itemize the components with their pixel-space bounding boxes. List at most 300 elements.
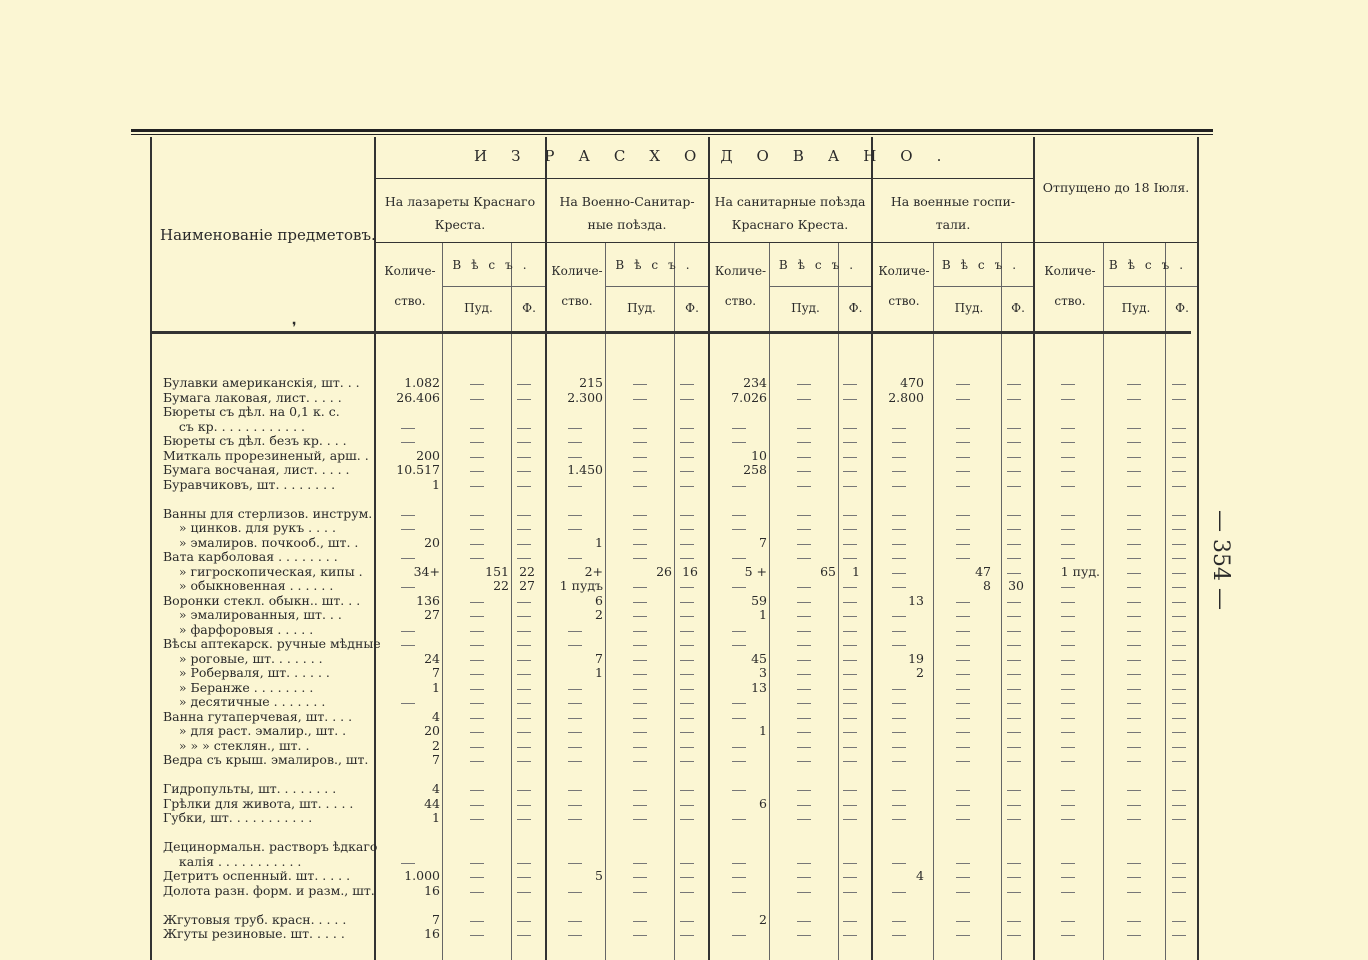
empty-dash [1172,587,1186,588]
empty-dash [732,863,746,864]
empty-dash [568,935,582,936]
cell-value: 13 [751,679,767,695]
table-row [0,913,1368,928]
empty-dash [1007,863,1021,864]
cell-value: 234 [743,375,767,390]
weight-subheader-rule [605,286,708,287]
empty-dash [1172,761,1186,762]
empty-dash [1061,718,1075,719]
empty-dash [470,616,484,617]
cell-value: 1 [759,723,767,738]
empty-dash [680,703,694,704]
empty-dash [633,732,647,733]
empty-dash [470,471,484,472]
empty-dash [1061,805,1075,806]
empty-dash [633,428,647,429]
empty-dash [1061,384,1075,385]
empty-dash [1007,819,1021,820]
ink-mark: ❜ [292,320,297,336]
empty-dash [633,457,647,458]
empty-dash [956,602,970,603]
table-row [0,826,1368,841]
empty-dash [568,718,582,719]
empty-dash [470,442,484,443]
cell-value: 2 [432,737,440,753]
empty-dash [517,529,531,530]
empty-dash [1061,819,1075,820]
empty-dash [892,544,906,545]
empty-dash [1061,587,1075,588]
empty-dash [633,616,647,617]
empty-dash [1172,529,1186,530]
item-name: Буравчиковъ, шт. . . . . . . . [163,476,336,492]
empty-dash [1127,486,1141,487]
empty-dash [633,790,647,791]
pud-header: Пуд. [1121,301,1151,315]
empty-dash [1127,399,1141,400]
empty-dash [892,515,906,516]
empty-dash [843,631,857,632]
empty-dash [1007,761,1021,762]
empty-dash [1127,544,1141,545]
empty-dash [680,616,694,617]
empty-dash [892,558,906,559]
cell-value: 8 [983,578,991,593]
empty-dash [1127,718,1141,719]
empty-dash [568,645,582,646]
empty-dash [680,544,694,545]
empty-dash [633,921,647,922]
empty-dash [633,399,647,400]
table-row [0,391,1368,406]
empty-dash [956,935,970,936]
empty-dash [843,790,857,791]
empty-dash [892,863,906,864]
empty-dash [732,486,746,487]
table-row [0,623,1368,638]
cell-value: 2.800 [888,389,924,405]
f-header: Ф. [1011,301,1025,315]
cell-value: 1 [595,534,603,550]
empty-dash [843,718,857,719]
empty-dash [633,805,647,806]
empty-dash [843,921,857,922]
cell-value: 151 [485,563,509,579]
empty-dash [892,457,906,458]
empty-dash [568,703,582,704]
empty-dash [732,515,746,516]
cell-value: 1 [432,679,440,695]
empty-dash [680,892,694,893]
quantity-header: ство. [1054,294,1086,308]
empty-dash [517,384,531,385]
empty-dash [1172,790,1186,791]
table-row [0,739,1368,754]
empty-dash [843,515,857,516]
empty-dash [732,747,746,748]
quantity-header: ство. [394,294,426,308]
empty-dash [680,935,694,936]
empty-dash [797,515,811,516]
cell-value: 2.300 [567,389,603,405]
empty-dash [956,645,970,646]
group-header-line: тали. [935,217,971,232]
empty-dash [401,703,415,704]
empty-dash [797,384,811,385]
empty-dash [732,892,746,893]
table-row [0,376,1368,391]
empty-dash [956,558,970,559]
empty-dash [1172,660,1186,661]
weight-header: Вѣсъ. [941,258,1027,272]
cell-value: 6 [595,592,603,608]
empty-dash [517,747,531,748]
empty-dash [470,703,484,704]
cell-value: 470 [900,375,924,390]
empty-dash [956,428,970,429]
empty-dash [680,761,694,762]
empty-dash [1127,631,1141,632]
item-name: Воронки стекл. обыкн.. шт. . . [163,592,361,608]
cell-value: 20 [424,723,440,738]
item-name: » » » стеклян., шт. . [163,737,310,753]
empty-dash [680,428,694,429]
quantity-header: Количе- [551,264,603,278]
empty-dash [470,863,484,864]
cell-value: 10 [751,447,767,463]
empty-dash [680,805,694,806]
empty-dash [1061,645,1075,646]
empty-dash [797,529,811,530]
empty-dash [633,544,647,545]
empty-dash [892,689,906,690]
empty-dash [633,703,647,704]
empty-dash [843,529,857,530]
table-row [0,478,1368,493]
cell-value: 16 [682,563,698,579]
empty-dash [1007,428,1021,429]
weight-header: Вѣсъ. [1108,258,1194,272]
header-rule [374,178,1033,179]
empty-dash [470,631,484,632]
table-row [0,594,1368,609]
empty-dash [680,819,694,820]
page-number: — 354 — [1208,510,1233,610]
empty-dash [401,428,415,429]
cell-value: 44 [424,795,440,811]
item-name: Ванна гутаперчевая, шт. . . . [163,708,353,724]
empty-dash [892,761,906,762]
f-header: Ф. [848,301,863,315]
empty-dash [1172,544,1186,545]
empty-dash [517,761,531,762]
empty-dash [732,428,746,429]
empty-dash [843,486,857,487]
empty-dash [1172,674,1186,675]
empty-dash [1127,616,1141,617]
empty-dash [517,558,531,559]
empty-dash [568,515,582,516]
empty-dash [680,921,694,922]
empty-dash [1007,935,1021,936]
pud-header: Пуд. [954,301,984,315]
empty-dash [1127,660,1141,661]
empty-dash [1172,558,1186,559]
empty-dash [470,529,484,530]
empty-dash [797,558,811,559]
empty-dash [956,892,970,893]
empty-dash [797,602,811,603]
weight-header: Вѣсъ. [778,258,864,272]
quantity-header: Количе- [714,264,767,278]
table-row [0,840,1368,855]
empty-dash [956,399,970,400]
empty-dash [1172,602,1186,603]
empty-dash [470,921,484,922]
empty-dash [401,645,415,646]
empty-dash [1061,558,1075,559]
empty-dash [470,892,484,893]
empty-dash [1007,529,1021,530]
item-name: » эмалиров. почкооб., шт. . [163,534,359,550]
empty-dash [680,689,694,690]
empty-dash [1061,428,1075,429]
empty-dash [892,819,906,820]
empty-dash [568,631,582,632]
empty-dash [1172,877,1186,878]
empty-dash [732,645,746,646]
empty-dash [797,747,811,748]
empty-dash [843,819,857,820]
empty-dash [1007,457,1021,458]
empty-dash [1172,442,1186,443]
cell-value: 200 [416,447,440,463]
empty-dash [1061,747,1075,748]
empty-dash [1007,747,1021,748]
empty-dash [401,515,415,516]
table-row [0,434,1368,449]
empty-dash [797,442,811,443]
empty-dash [1172,718,1186,719]
empty-dash [1172,921,1186,922]
item-name: Жгуты резиновые. шт. . . . . [163,926,345,941]
empty-dash [517,457,531,458]
empty-dash [680,863,694,864]
empty-dash [1007,877,1021,878]
item-name: Бюреты съ дѣл. на 0,1 к. с. [163,404,340,419]
item-name: Вѣсы аптекарск. ручные мѣдные [163,636,381,651]
cell-value: 59 [751,592,767,608]
empty-dash [633,863,647,864]
empty-dash [568,428,582,429]
empty-dash [732,819,746,820]
empty-dash [956,442,970,443]
empty-dash [1061,471,1075,472]
empty-dash [470,544,484,545]
empty-dash [680,471,694,472]
empty-dash [680,529,694,530]
empty-dash [797,877,811,878]
empty-dash [517,399,531,400]
cell-value: 2 [595,607,603,622]
cell-value: 24 [424,650,440,666]
cell-value: 1 пуд. [1060,563,1100,579]
empty-dash [568,819,582,820]
empty-dash [797,457,811,458]
empty-dash [732,718,746,719]
empty-dash [956,515,970,516]
item-name: Бумага лаковая, лист. . . . . [163,389,342,405]
empty-dash [843,689,857,690]
empty-dash [843,558,857,559]
empty-dash [1061,935,1075,936]
empty-dash [680,631,694,632]
empty-dash [680,457,694,458]
empty-dash [470,674,484,675]
empty-dash [633,935,647,936]
empty-dash [568,457,582,458]
empty-dash [1172,471,1186,472]
empty-dash [517,544,531,545]
item-name: Гидропульты, шт. . . . . . . . [163,781,337,796]
empty-dash [1007,384,1021,385]
table-row [0,855,1368,870]
empty-dash [843,384,857,385]
empty-dash [797,544,811,545]
empty-dash [568,805,582,806]
empty-dash [843,732,857,733]
empty-dash [401,863,415,864]
empty-dash [517,703,531,704]
empty-dash [1007,631,1021,632]
table-row [0,637,1368,652]
empty-dash [470,689,484,690]
empty-dash [892,892,906,893]
group-header-line: На военные госпи- [890,194,1016,209]
empty-dash [843,877,857,878]
empty-dash [843,616,857,617]
empty-dash [1007,486,1021,487]
weight-subheader-rule [933,286,1033,287]
empty-dash [1007,689,1021,690]
item-name: Детритъ оспенный. шт. . . . . [163,868,351,883]
empty-dash [1127,428,1141,429]
empty-dash [633,471,647,472]
empty-dash [1061,442,1075,443]
weight-header: Вѣсъ. [452,258,537,272]
empty-dash [843,399,857,400]
empty-dash [956,877,970,878]
pud-header: Пуд. [627,301,656,315]
table-row [0,463,1368,478]
empty-dash [517,616,531,617]
group-header [710,190,870,236]
empty-dash [843,863,857,864]
cell-value: 258 [743,462,767,477]
empty-dash [633,602,647,603]
item-name: Грѣлки для живота, шт. . . . . [163,795,354,811]
table-row [0,927,1368,942]
empty-dash [892,921,906,922]
empty-dash [843,587,857,588]
empty-dash [956,631,970,632]
empty-dash [732,935,746,936]
empty-dash [1007,573,1021,574]
empty-dash [956,718,970,719]
cell-value: 16 [424,882,440,898]
empty-dash [956,805,970,806]
empty-dash [1172,428,1186,429]
empty-dash [517,921,531,922]
cell-value: 4 [916,868,924,883]
item-name: Жгутовыя труб. красн. . . . . [163,911,347,927]
empty-dash [633,747,647,748]
f-header: Ф. [522,301,536,315]
empty-dash [1061,457,1075,458]
table-row [0,536,1368,551]
empty-dash [568,486,582,487]
empty-dash [568,863,582,864]
empty-dash [470,457,484,458]
empty-dash [843,602,857,603]
empty-dash [633,442,647,443]
empty-dash [470,515,484,516]
cell-value: 2 [759,911,767,927]
empty-dash [1172,689,1186,690]
empty-dash [633,645,647,646]
cell-value: 20 [424,534,440,550]
empty-dash [401,529,415,530]
table-row [0,869,1368,884]
item-name: » фарфоровыя . . . . . [163,621,314,637]
empty-dash [633,892,647,893]
cell-value: 7 [432,752,440,767]
empty-dash [797,645,811,646]
empty-dash [1007,515,1021,516]
empty-dash [517,645,531,646]
empty-dash [732,877,746,878]
cell-value: 13 [908,592,924,608]
empty-dash [1061,689,1075,690]
empty-dash [843,892,857,893]
empty-dash [568,689,582,690]
empty-dash [1061,892,1075,893]
empty-dash [517,892,531,893]
cell-value: 5 [595,868,603,883]
empty-dash [1127,935,1141,936]
empty-dash [956,863,970,864]
empty-dash [568,558,582,559]
f-header: Ф. [685,301,699,315]
empty-dash [568,921,582,922]
weight-subheader-rule [769,286,871,287]
empty-dash [1172,732,1186,733]
empty-dash [892,805,906,806]
empty-dash [633,515,647,516]
empty-dash [1172,486,1186,487]
empty-dash [680,384,694,385]
empty-dash [1061,486,1075,487]
empty-dash [956,457,970,458]
empty-dash [517,935,531,936]
empty-dash [1007,616,1021,617]
item-name: » для раст. эмалир., шт. . [163,723,347,738]
empty-dash [956,790,970,791]
empty-dash [517,863,531,864]
empty-dash [1061,616,1075,617]
empty-dash [797,674,811,675]
empty-dash [1127,703,1141,704]
